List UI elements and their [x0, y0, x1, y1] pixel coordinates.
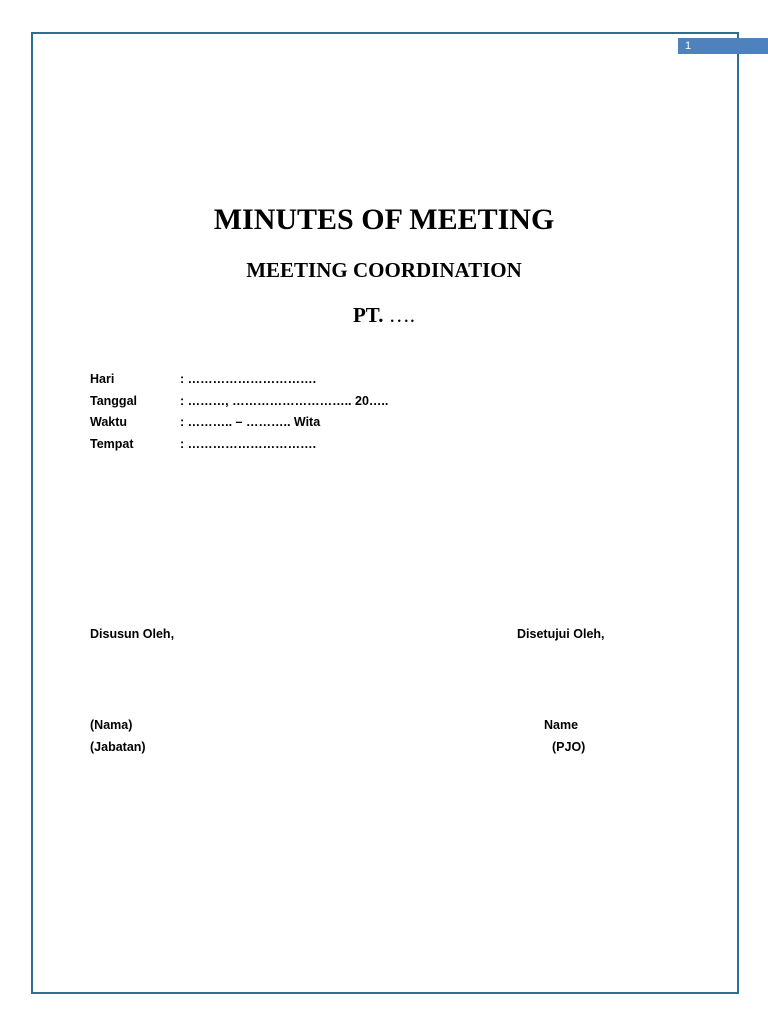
prepared-by-label: Disusun Oleh, — [90, 627, 175, 641]
approver-name: Name — [544, 718, 579, 732]
info-label: Tempat — [90, 436, 134, 451]
page-border — [31, 32, 739, 994]
info-value: : …………………………. — [180, 436, 317, 451]
info-label: Hari — [90, 372, 115, 386]
preparer-name: (Nama) — [90, 718, 133, 732]
info-label: Waktu — [90, 415, 128, 429]
approved-by-label: Disetujui Oleh, — [517, 627, 605, 641]
page-number: 1 — [678, 38, 768, 54]
preparer-position: (Jabatan) — [90, 740, 146, 754]
info-value: : …………………………. — [180, 372, 317, 386]
document-title: MINUTES OF MEETING — [213, 203, 555, 236]
document-subtitle: MEETING COORDINATION — [246, 258, 522, 282]
info-label: Tanggal — [90, 393, 137, 408]
info-value: : ………, ……………………….. 20….. — [180, 393, 389, 408]
approver-position: (PJO) — [552, 740, 586, 754]
company-line — [0, 303, 768, 328]
company-placeholder: …. — [388, 303, 416, 327]
company-prefix: PT. — [352, 303, 384, 327]
info-value: : ……….. – ……….. Wita — [180, 415, 321, 429]
